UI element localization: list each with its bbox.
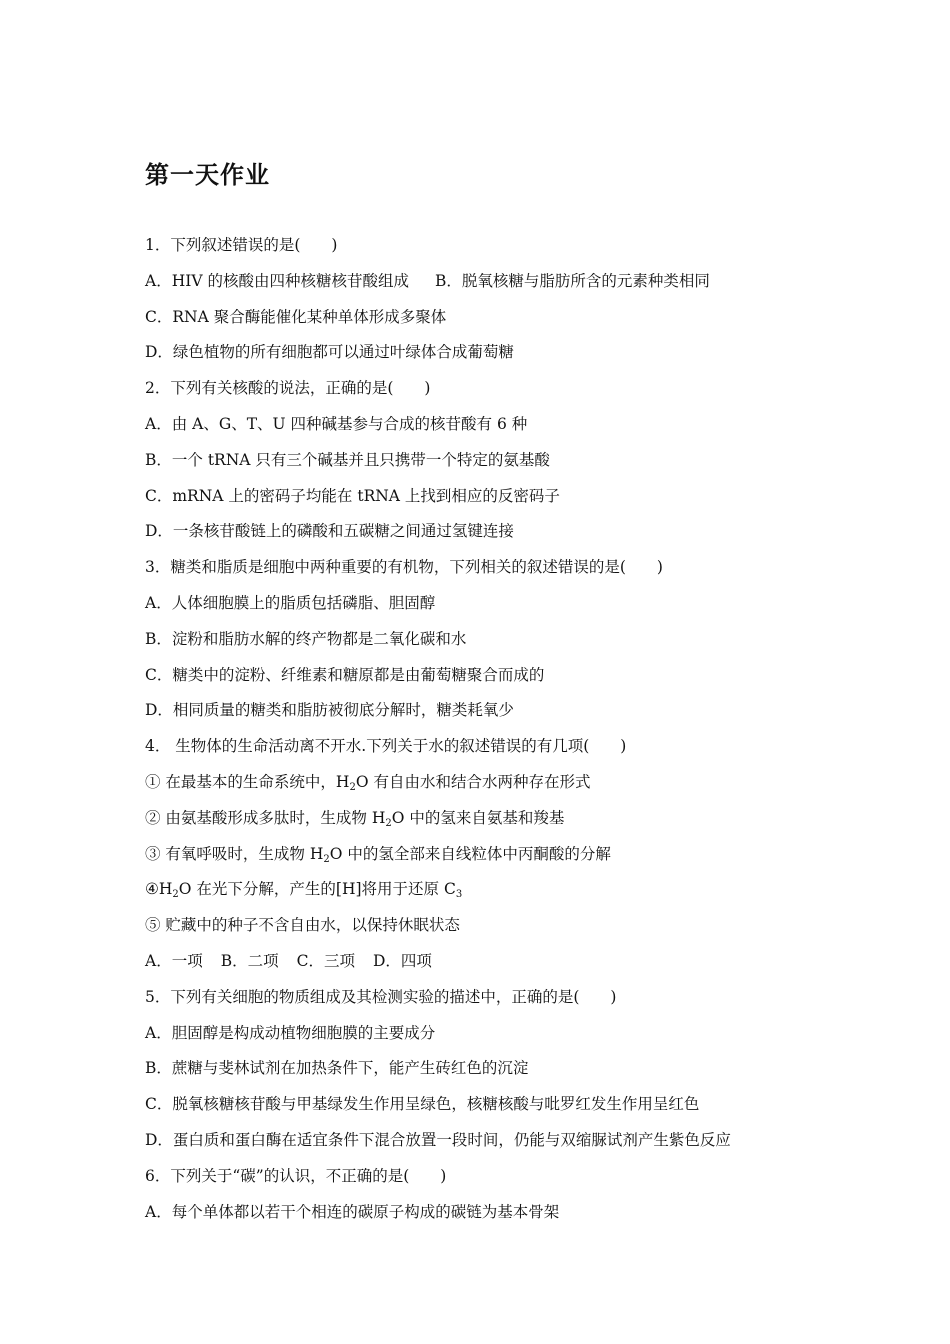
- statement-4-text-mid: O 在光下分解，产生的[H]将用于还原 C: [178, 880, 456, 899]
- question-4-statement-4: [145, 872, 845, 908]
- question-2-option-c: C．mRNA 上的密码子均能在 tRNA 上找到相应的反密码子: [145, 486, 560, 505]
- question-4-option-c: C．三项: [296, 951, 355, 970]
- question-3-option-a: A．人体细胞膜上的脂质包括磷脂、胆固醇: [145, 593, 436, 612]
- question-5-option-b: B．蔗糖与斐林试剂在加热条件下，能产生砖红色的沉淀: [145, 1059, 529, 1078]
- question-1-stem: 1．下列叙述错误的是( ): [145, 236, 338, 254]
- statement-4-text: ④H: [145, 880, 173, 899]
- statement-1-text-end: O 有自由水和结合水两种存在形式: [355, 772, 591, 791]
- page-title: 第一天作业: [145, 161, 270, 189]
- subscript: 2: [385, 817, 392, 829]
- statement-2-text: ② 由氨基酸形成多肽时，生成物 H: [145, 808, 386, 827]
- question-4-statement-1: [145, 765, 845, 801]
- question-5-option-c: C．脱氧核糖核苷酸与甲基绿发生作用呈绿色，核糖核酸与吡罗红发生作用呈红色: [145, 1095, 700, 1114]
- question-4-option-d: D．四项: [372, 951, 432, 970]
- subscript: 3: [455, 889, 463, 901]
- question-5-option-d: D．蛋白质和蛋白酶在适宜条件下混合放置一段时间，仍能与双缩脲试剂产生紫色反应: [145, 1130, 731, 1149]
- question-2-stem: 2．下列有关核酸的说法，正确的是( ): [145, 379, 431, 398]
- question-6-stem: 6．下列关于“碳”的认识，不正确的是( ): [145, 1166, 447, 1185]
- question-3-option-c: C．糖类中的淀粉、纤维素和糖原都是由葡萄糖聚合而成的: [145, 665, 545, 684]
- question-1-option-a: A．HIV 的核酸由四种核糖核苷酸组成: [145, 271, 409, 290]
- statement-3-text: ③ 有氧呼吸时，生成物 H: [145, 844, 324, 863]
- question-3-option-d: D．相同质量的糖类和脂肪被彻底分解时，糖类耗氧少: [145, 701, 514, 720]
- question-list: [145, 228, 845, 1230]
- question-5-option-a: A．胆固醇是构成动植物细胞膜的主要成分: [145, 1023, 436, 1042]
- question-5-stem: 5．下列有关细胞的物质组成及其检测实验的描述中，正确的是( ): [145, 987, 617, 1006]
- question-1-option-c: C．RNA 聚合酶能催化某种单体形成多聚体: [145, 307, 447, 326]
- question-2-option-d: D．一条核苷酸链上的磷酸和五碳糖之间通过氢键连接: [145, 522, 514, 541]
- question-1-option-d: D．绿色植物的所有细胞都可以通过叶绿体合成葡萄糖: [145, 343, 514, 362]
- subscript: 2: [323, 853, 330, 865]
- statement-3-text-end: O 中的氢全部来自线粒体中丙酮酸的分解: [329, 844, 611, 863]
- question-4-options: [145, 944, 845, 980]
- subscript: 2: [349, 781, 356, 793]
- subscript: 2: [172, 889, 179, 901]
- question-3-stem: 3．糖类和脂质是细胞中两种重要的有机物，下列相关的叙述错误的是( ): [145, 558, 663, 577]
- question-4-option-a: A．一项: [145, 951, 203, 970]
- question-4-option-b: B．二项: [220, 951, 279, 970]
- question-2-option-b: B．一个 tRNA 只有三个碱基并且只携带一个特定的氨基酸: [145, 450, 550, 469]
- question-2-option-a: A．由 A、G、T、U 四种碱基参与合成的核苷酸有 6 种: [145, 414, 528, 433]
- question-4-statement-3: [145, 837, 845, 873]
- question-4-statement-2: [145, 801, 845, 837]
- question-4-statement-5: ⑤ 贮藏中的种子不含自由水，以保持休眠状态: [145, 916, 460, 935]
- question-3-option-b: B．淀粉和脂肪水解的终产物都是二氧化碳和水: [145, 629, 467, 648]
- statement-2-text-end: O 中的氢来自氨基和羧基: [391, 808, 565, 827]
- question-4-stem: 4． 生物体的生命活动离不开水.下列关于水的叙述错误的有几项( ): [145, 737, 627, 756]
- statement-1-text: ① 在最基本的生命系统中，H: [145, 772, 350, 791]
- question-6-option-a: A．每个单体都以若干个相连的碳原子构成的碳链为基本骨架: [145, 1202, 560, 1221]
- question-1-option-b: B．脱氧核糖与脂肪所含的元素种类相同: [434, 271, 710, 290]
- question-1-options-ab: [145, 264, 845, 300]
